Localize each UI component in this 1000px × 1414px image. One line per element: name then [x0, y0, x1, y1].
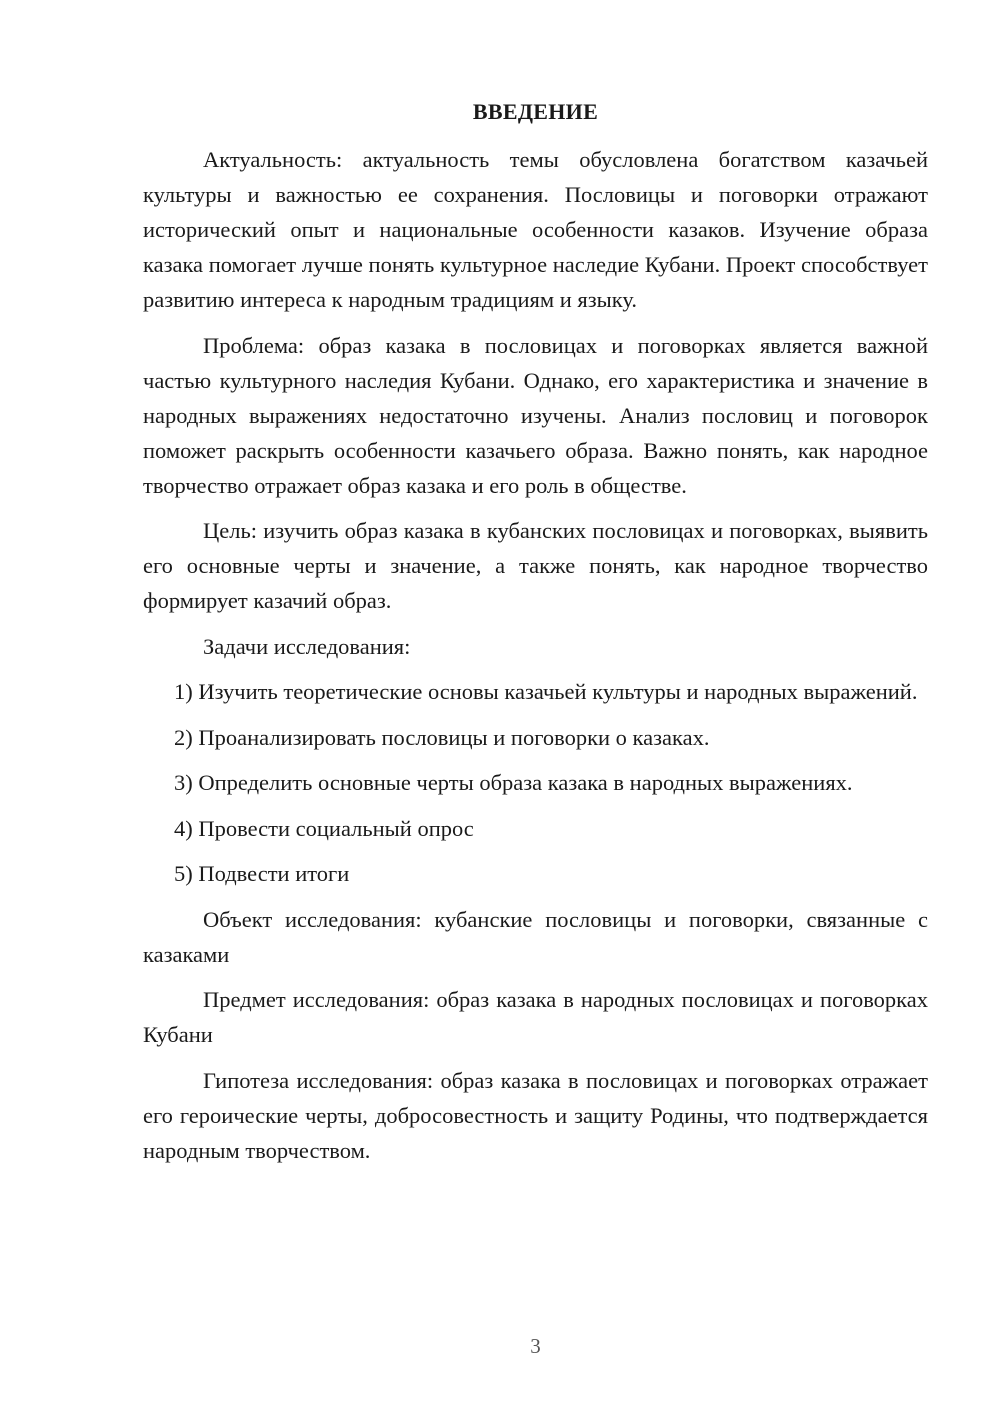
task-item-3: 3) Определить основные черты образа казака в народных выражениях.	[174, 770, 853, 795]
page-number: 3	[530, 1334, 541, 1358]
task-item-1: 1) Изучить теоретические основы казачьей культуры и народных выражений.	[174, 679, 918, 704]
document-page	[143, 0, 928, 1414]
paragraph-problem: Проблема: образ казака в пословицах и поговорках является важной частью культурного наследия Кубани. Однако, его характеристика и значение в народных выражениях недостаточно изучены. Анализ пословиц и поговорок поможет раскрыть особенности казачьего образа. Важно понять, как народное творчество отражает образ казака и его роль в обществе.	[143, 332, 928, 498]
section-title: ВВЕДЕНИЕ	[472, 99, 599, 124]
paragraph-tasks-heading: Задачи исследования:	[203, 633, 411, 659]
document-body	[143, 142, 928, 1178]
task-item-4: 4) Провести социальный опрос	[174, 815, 474, 841]
paragraph-relevance: Актуальность: актуальность темы обусловлена богатством казачьей культуры и важностью ее сохранения. Пословицы и поговорки отражают исторический опыт и национальные особенности казаков. Изучение образа казака помогает лучше понять культурное наследие Кубани. Проект способствует развитию интереса к народным традициям и языку.	[143, 147, 928, 312]
task-item-5: 5) Подвести итоги	[174, 861, 350, 886]
paragraph-subject: Предмет исследования: образ казака в народных пословицах и поговорках Кубани	[143, 987, 928, 1047]
paragraph-hypothesis: Гипотеза исследования: образ казака в пословицах и поговорках отражает его героические черты, добросовестность и защиту Родины, что подтверждается народным творчеством.	[143, 1067, 928, 1163]
paragraph-object: Объект исследования: кубанские пословицы и поговорки, связанные с казаками	[143, 906, 928, 967]
task-item-2: 2) Проанализировать пословицы и поговорки о казаках.	[174, 724, 710, 750]
paragraph-goal: Цель: изучить образ казака в кубанских пословицах и поговорках, выявить его основные черты и значение, а также понять, как народное творчество формирует казачий образ.	[143, 518, 928, 613]
